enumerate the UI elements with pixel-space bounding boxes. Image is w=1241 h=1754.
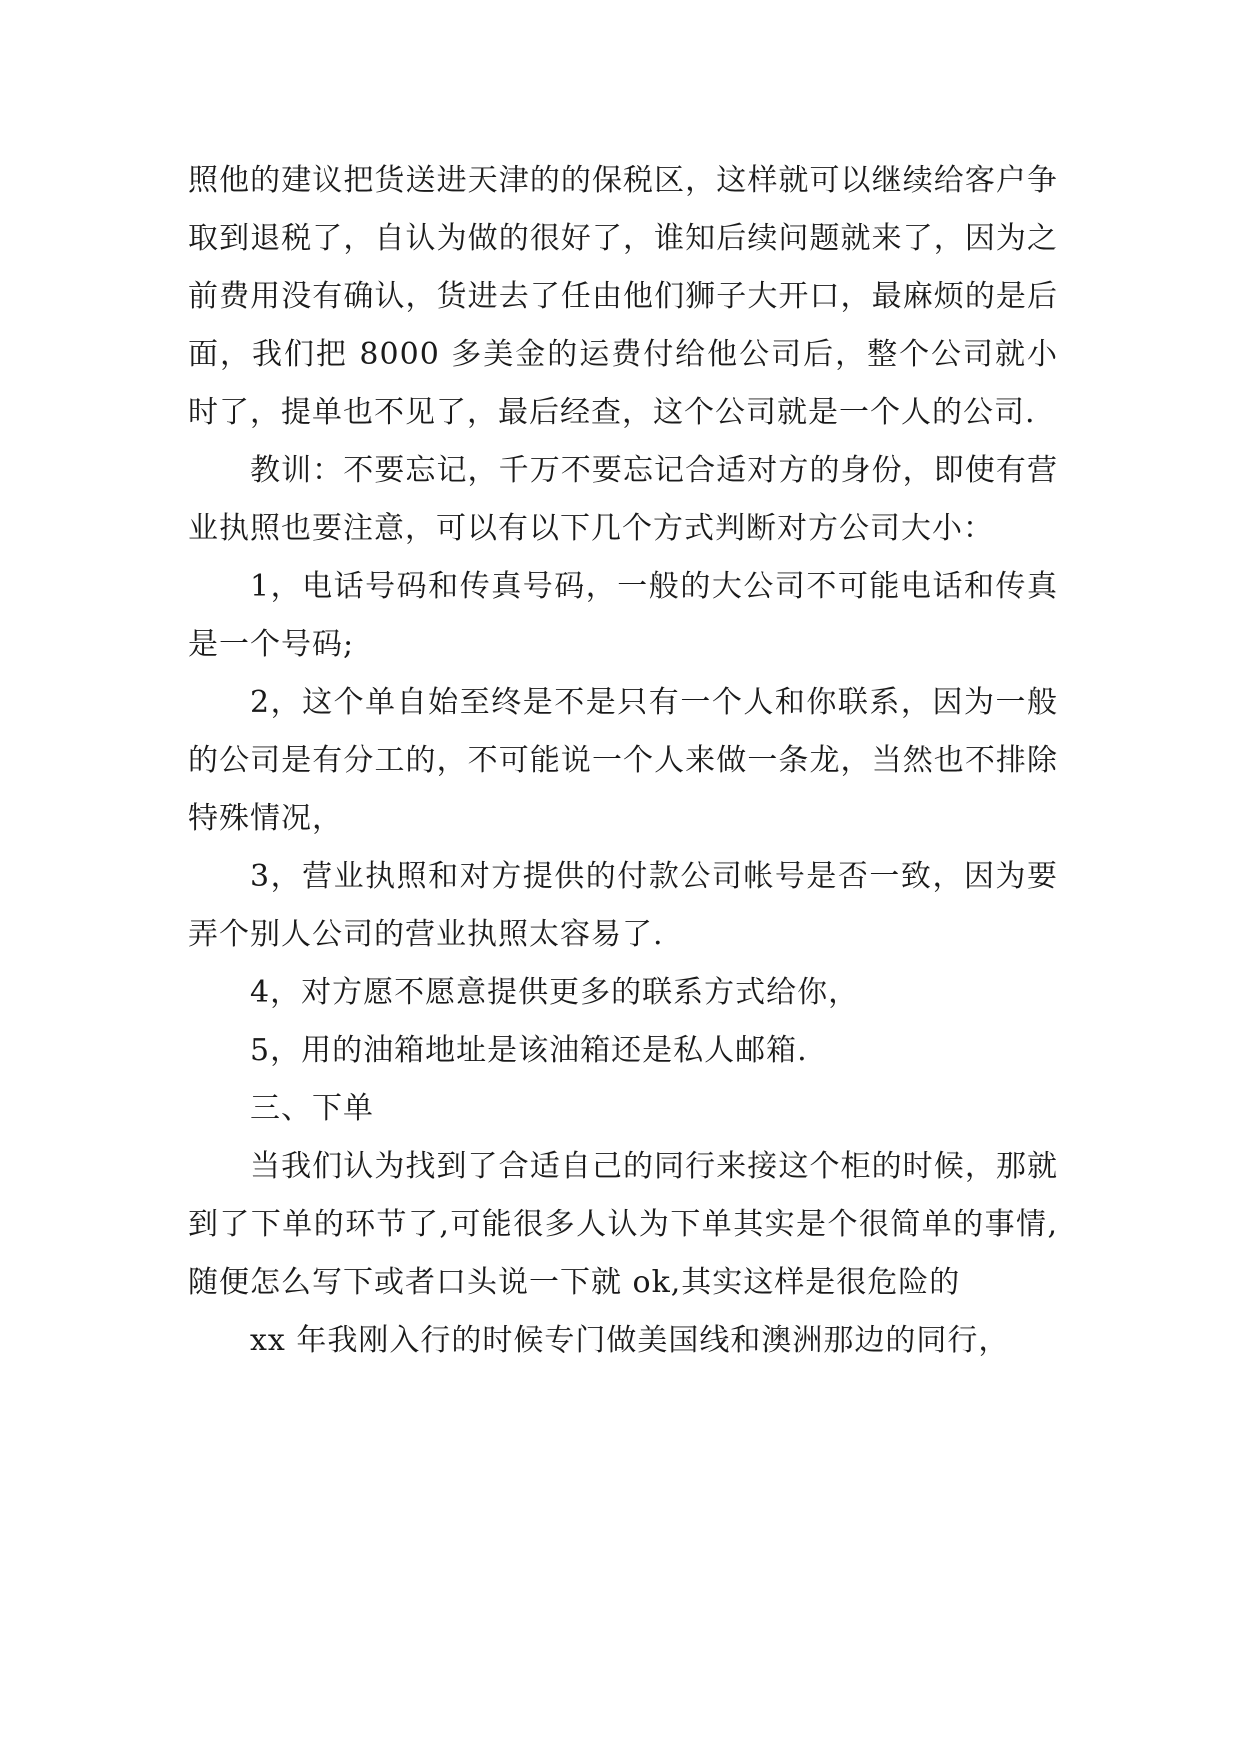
paragraph-continuation: 照他的建议把货送进天津的的保税区，这样就可以继续给客户争取到退税了，自认为做的很好了，谁知后续问题就来了，因为之前费用没有确认，货进去了任由他们狮子大开口，最麻烦的是后面，我们把 8000 多美金的运费付给他公司后，整个公司就小时了，提单也不见了，最后经查，这个公司就是一个人的公司.	[188, 163, 1058, 430]
document-body	[188, 152, 1058, 1370]
section-heading: 三、下单	[250, 1091, 374, 1126]
list-item-3: 3，营业执照和对方提供的付款公司帐号是否一致，因为要弄个别人公司的营业执照太容易了.	[188, 859, 1058, 952]
paragraph-story: xx 年我刚入行的时候专门做美国线和澳洲那边的同行，	[250, 1323, 1010, 1358]
list-item-2: 2，这个单自始至终是不是只有一个人和你联系，因为一般的公司是有分工的，不可能说一个人来做一条龙，当然也不排除特殊情况，	[188, 685, 1058, 836]
list-item-4: 4，对方愿不愿意提供更多的联系方式给你，	[250, 975, 860, 1010]
list-item-1: 1，电话号码和传真号码，一般的大公司不可能电话和传真是一个号码;	[188, 569, 1058, 662]
paragraph-order: 当我们认为找到了合适自己的同行来接这个柜的时候，那就到了下单的环节了,可能很多人认为下单其实是个很简单的事情,随便怎么写下或者口头说一下就 ok,其实这样是很危险的	[188, 1149, 1058, 1300]
paragraph-lesson: 教训：不要忘记，千万不要忘记合适对方的身份，即使有营业执照也要注意，可以有以下几个方式判断对方公司大小：	[188, 453, 1058, 546]
list-item-5: 5，用的油箱地址是该油箱还是私人邮箱.	[250, 1033, 808, 1068]
